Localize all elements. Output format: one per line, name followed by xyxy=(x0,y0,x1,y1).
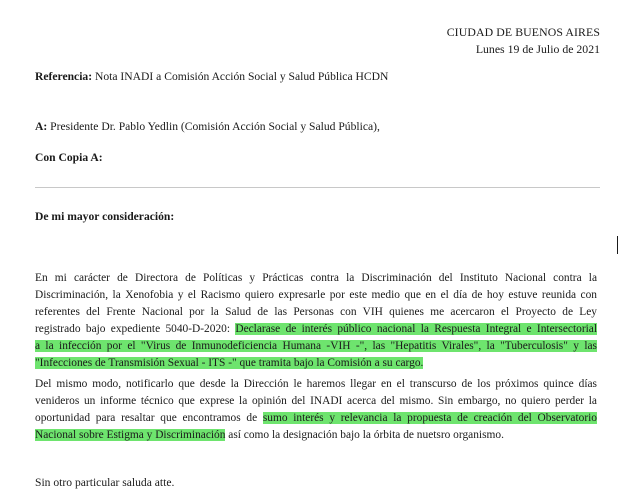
reference-label: Referencia: xyxy=(35,70,93,83)
highlighted-bill-title-part-2: a la infección por el "Virus de Inmunodeficiencia Humana -VIH -", las "Hepatitis Virales", la "Tuberculosis" y las xyxy=(35,340,597,352)
section-divider xyxy=(35,187,600,188)
reference-text: Nota INADI a Comisión Acción Social y Salud Pública HCDN xyxy=(92,70,389,83)
copy-to-label: Con Copia A: xyxy=(35,151,103,164)
paragraph-2-line-4-text: así como la designación bajo la órbita de nuetsro organismo. xyxy=(225,429,504,441)
paragraph-2-line-3 xyxy=(35,410,597,427)
city-heading: CIUDAD DE BUENOS AIRES xyxy=(446,25,600,39)
highlighted-observatory-part-1: sumo interés y relevancia la propuesta de creación del Observatorio xyxy=(262,412,597,424)
paragraph-1-line-5 xyxy=(35,338,597,355)
paragraph-1-line-6 xyxy=(35,355,597,372)
paragraph-1-line-2: Discriminación, la Xenofobia y el Racismo quiero expresarle por este medio que en el día de hoy estuve reunida con xyxy=(35,289,597,301)
recipient-line xyxy=(35,120,380,133)
paragraph-2-line-3-text: oportunidad para resaltar que encontramos de xyxy=(35,412,263,424)
highlighted-bill-title-part-1: Declarase de interés público nacional la Respuesta Integral e Intersectorial xyxy=(235,323,597,335)
paragraph-2-line-4 xyxy=(35,427,597,444)
letter-date: Lunes 19 de Julio de 2021 xyxy=(475,42,600,56)
highlighted-observatory-part-2: Nacional sobre Estigma y Discriminación xyxy=(35,429,226,441)
paragraph-1-line-4 xyxy=(35,321,597,338)
paragraph-2-line-2: venideros un informe técnico que exprese la opinión del INADI acerca del mismo. Sin embargo, no quiero perder la xyxy=(35,395,597,407)
paragraph-1-period: . xyxy=(420,357,424,369)
text-cursor xyxy=(617,236,618,254)
closing-line: Sin otro particular saluda atte. xyxy=(35,476,175,489)
paragraph-1-line-1: En mi carácter de Directora de Políticas y Prácticas contra la Discriminación del Instituto Nacional contra la xyxy=(35,272,597,284)
paragraph-1-line-4-text: registrado bajo expediente 5040-D-2020: xyxy=(35,323,236,335)
paragraph-1 xyxy=(35,270,597,372)
highlighted-bill-title-part-3: "Infecciones de Transmisión Sexual - ITS -" que tramita bajo la Comisión a su cargo xyxy=(35,357,421,369)
recipient-label: A: xyxy=(35,120,48,133)
paragraph-2 xyxy=(35,376,597,444)
reference-line xyxy=(35,70,388,83)
greeting: De mi mayor consideración: xyxy=(35,210,175,223)
paragraph-1-line-3: referentes del Frente Nacional por la Salud de las Personas con VIH quienes me acercaron el Proyecto de Ley xyxy=(35,306,597,318)
paragraph-2-line-1: Del mismo modo, notificarlo que desde la Dirección le haremos llegar en el transcurso de los próximos quince días xyxy=(35,378,597,390)
recipient-text: Presidente Dr. Pablo Yedlin (Comisión Acción Social y Salud Pública), xyxy=(47,120,380,133)
